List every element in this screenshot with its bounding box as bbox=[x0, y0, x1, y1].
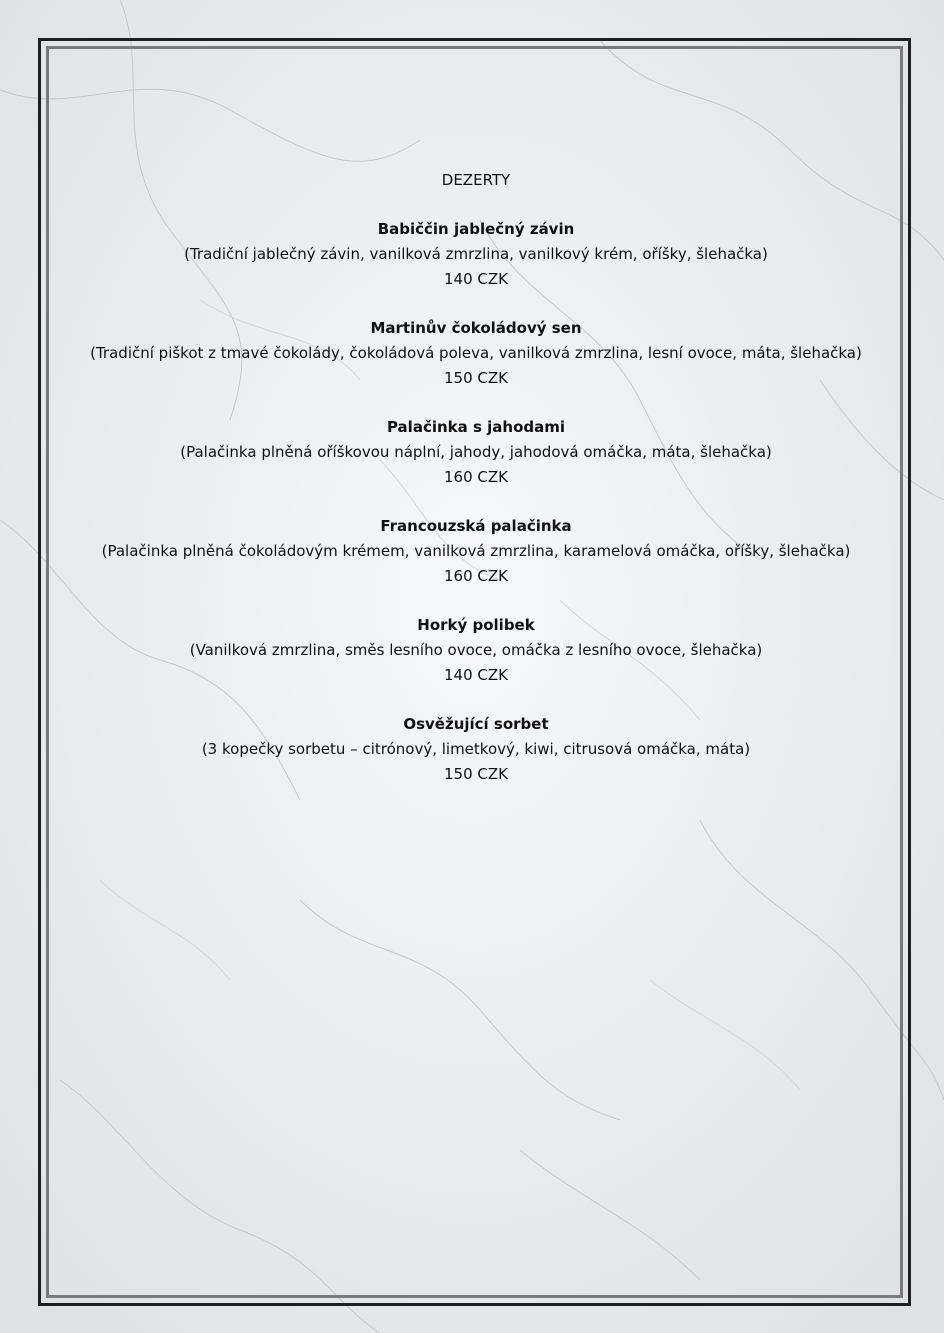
dish-name: Babiččin jablečný závin bbox=[377, 220, 575, 238]
dish-name: Horký polibek bbox=[417, 616, 535, 634]
menu-item bbox=[44, 712, 908, 787]
dish-price: 140 CZK bbox=[444, 666, 508, 684]
dish-description: (Palačinka plněná oříškovou náplní, jahody, jahodová omáčka, máta, šlehačka) bbox=[180, 443, 772, 461]
dish-name: Osvěžující sorbet bbox=[403, 715, 549, 733]
dish-price: 150 CZK bbox=[444, 369, 508, 387]
dish-name: Francouzská palačinka bbox=[380, 517, 572, 535]
dish-description: (Tradiční piškot z tmavé čokolády, čokoládová poleva, vanilková zmrzlina, lesní ovoce, máta, šlehačka) bbox=[90, 344, 862, 362]
dish-name: Palačinka s jahodami bbox=[386, 418, 566, 436]
menu-item bbox=[44, 514, 908, 589]
dish-price: 150 CZK bbox=[444, 765, 508, 783]
dish-price: 160 CZK bbox=[444, 468, 508, 486]
dish-description: (Palačinka plněná čokoládovým krémem, vanilková zmrzlina, karamelová omáčka, oříšky, šlehačka) bbox=[101, 542, 851, 560]
dish-name: Martinův čokoládový sen bbox=[370, 319, 582, 337]
menu-item bbox=[44, 613, 908, 688]
menu-item bbox=[44, 316, 908, 391]
dessert-menu bbox=[44, 168, 908, 811]
menu-item bbox=[44, 415, 908, 490]
dish-description: (Tradiční jablečný závin, vanilková zmrzlina, vanilkový krém, oříšky, šlehačka) bbox=[184, 245, 768, 263]
menu-item bbox=[44, 217, 908, 292]
dish-description: (3 kopečky sorbetu – citrónový, limetkový, kiwi, citrusová omáčka, máta) bbox=[201, 740, 751, 758]
dish-price: 140 CZK bbox=[444, 270, 508, 288]
menu-title: DEZERTY bbox=[441, 171, 511, 189]
dish-price: 160 CZK bbox=[444, 567, 508, 585]
dish-description: (Vanilková zmrzlina, směs lesního ovoce, omáčka z lesního ovoce, šlehačka) bbox=[189, 641, 763, 659]
